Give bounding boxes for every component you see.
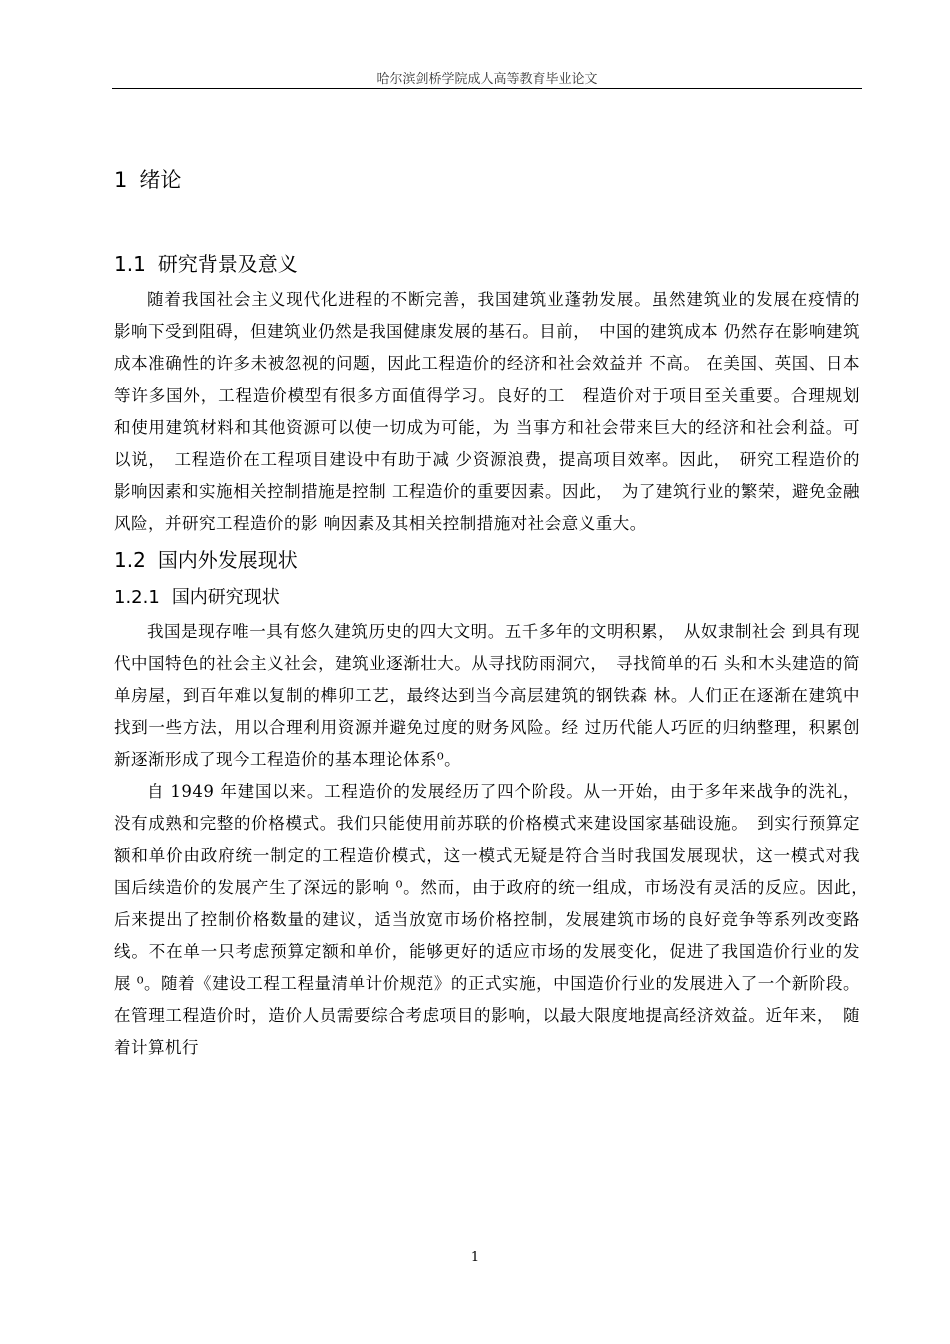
page-number: 1	[470, 1250, 480, 1265]
section-number: 1.2	[114, 548, 146, 572]
chapter-number: 1	[114, 168, 128, 192]
section-title: 研究背景及意义	[157, 252, 298, 276]
header-rule	[112, 88, 862, 89]
document-body	[114, 160, 877, 1064]
section-heading-1-2	[114, 540, 860, 580]
chapter-heading	[114, 160, 860, 200]
subsection-number: 1.2.1	[114, 587, 160, 608]
page-header: 哈尔滨剑桥学院成人高等教育毕业论文	[376, 72, 598, 87]
subsection-heading-1-2-1	[114, 580, 860, 616]
paragraph-domestic-1: 我国是现存唯一具有悠久建筑历史的四大文明。五千多年的文明积累， 从奴隶制社会 到具有现代中国特色的社会主义社会，建筑业逐渐壮大。从寻找防雨洞穴， 寻找简单的石 头和木头建造的简单房屋，到百年难以复制的榫卯工艺，最终达到当今高层建筑的钢铁森 林。人们正在逐渐在建筑中找到一些方法，用以合理利用资源并避免过度的财务风险。经 过历代能人巧匠的归纳整理，积累创新逐渐形成了现今工程造价的基本理论体系⁰。	[114, 622, 860, 769]
subsection-title: 国内研究现状	[171, 587, 280, 608]
section-title: 国内外发展现状	[157, 548, 298, 572]
section-heading-1-1	[114, 244, 860, 284]
chapter-title: 绪论	[139, 168, 182, 192]
paragraph-domestic-2: 自 1949 年建国以来。工程造价的发展经历了四个阶段。从一开始，由于多年来战争的洗礼，没有成熟和完整的价格模式。我们只能使用前苏联的价格模式来建设国家基础设施。 到实行预算定额和单价由政府统一制定的工程造价模式，这一模式无疑是符合当时我国发展现状，这一模式对我国后续造价的发展产生了深远的影响 ⁰。然而，由于政府的统一组成，市场没有灵活的反应。因此， 后来提出了控制价格数量的建议，适当放宽市场价格控制，发展建筑市场的良好竞争等系列改变路线。不在单一只考虑预算定额和单价，能够更好的适应市场的发展变化，促进了我国造价行业的发展 ⁰。随着《建设工程工程量清单计价规范》的正式实施，中国造价行业的发展进入了一个新阶段。在管理工程造价时，造价人员需要综合考虑项目的影响，以最大限度地提高经济效益。近年来， 随着计算机行	[114, 782, 877, 1057]
section-number: 1.1	[114, 252, 146, 276]
paragraph-research-background: 随着我国社会主义现代化进程的不断完善，我国建筑业蓬勃发展。虽然建筑业的发展在疫情的影响下受到阻碍，但建筑业仍然是我国健康发展的基石。目前， 中国的建筑成本 仍然存在影响建筑成本准确性的许多未被忽视的问题，因此工程造价的经济和社会效益并 不高。 在美国、英国、日本等许多国外，工程造价模型有很多方面值得学习。良好的工 程造价对于项目至关重要。合理规划和使用建筑材料和其他资源可以使一切成为可能，为 当事方和社会带来巨大的经济和社会利益。可以说， 工程造价在工程项目建设中有助于减 少资源浪费，提高项目效率。因此， 研究工程造价的影响因素和实施相关控制措施是控制 工程造价的重要因素。因此， 为了建筑行业的繁荣，避免金融风险，并研究工程造价的影 响因素及其相关控制措施对社会意义重大。	[114, 290, 860, 533]
